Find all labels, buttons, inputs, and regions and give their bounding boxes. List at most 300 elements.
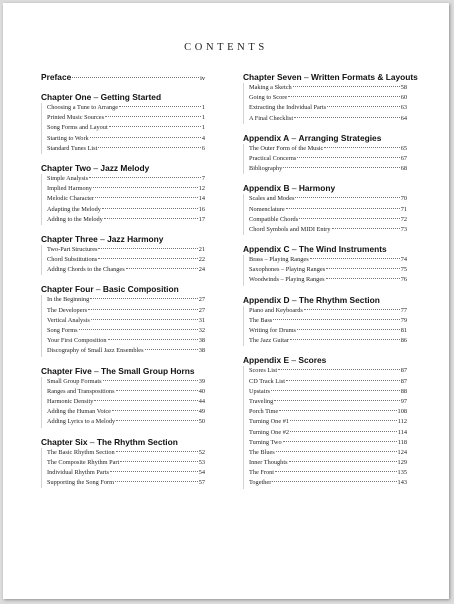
section-heading[interactable] bbox=[243, 244, 407, 255]
entry-title: The Front bbox=[249, 469, 275, 477]
entry-page-number: 1 bbox=[201, 104, 205, 111]
entry-page-number: 87 bbox=[400, 367, 407, 375]
leader-dots bbox=[283, 167, 399, 168]
entry-page-number: 1 bbox=[201, 114, 205, 122]
section-dash: – bbox=[91, 162, 101, 173]
leader-dots bbox=[115, 481, 198, 482]
entry-title: The Composite Rhythm Part bbox=[47, 458, 120, 466]
section-heading[interactable] bbox=[243, 295, 407, 306]
entry-title: Saxophones – Playing Ranges bbox=[249, 266, 326, 274]
toc-entry[interactable] bbox=[42, 387, 205, 397]
toc-section bbox=[243, 133, 407, 175]
entry-title: The Basic Rhythm Section bbox=[47, 448, 115, 456]
entry-page-number: 77 bbox=[400, 306, 407, 314]
entry-title: Turning One #1 bbox=[249, 418, 290, 426]
leader-dots bbox=[104, 218, 198, 219]
toc-entry[interactable] bbox=[244, 154, 407, 164]
section-dash: – bbox=[289, 132, 299, 143]
spacer bbox=[243, 174, 407, 183]
leader-dots bbox=[290, 420, 397, 421]
toc-entry[interactable] bbox=[244, 377, 407, 387]
entry-title: Scales and Modes bbox=[249, 195, 295, 203]
entry-title: Small Group Formats bbox=[47, 377, 102, 385]
spacer bbox=[243, 346, 407, 355]
toc-entry[interactable] bbox=[42, 103, 205, 113]
section-dash: – bbox=[289, 294, 299, 305]
leader-dots bbox=[102, 208, 198, 209]
toc-entry[interactable] bbox=[244, 468, 407, 478]
entry-page-number: 65 bbox=[400, 144, 407, 152]
entry-title: Traveling bbox=[249, 397, 274, 405]
section-number: Appendix E bbox=[243, 355, 290, 366]
entry-title: Standard Tunes List bbox=[47, 144, 98, 152]
leader-dots bbox=[88, 309, 198, 310]
entry-title: Practical Concerns bbox=[249, 154, 297, 162]
leader-dots bbox=[79, 329, 198, 330]
toc-entry[interactable] bbox=[42, 123, 205, 133]
toc-entry[interactable] bbox=[42, 265, 205, 275]
toc-entry[interactable] bbox=[244, 306, 407, 316]
section-name: The Wind Instruments bbox=[298, 244, 387, 255]
preface-entry[interactable] bbox=[41, 72, 205, 83]
entry-title: Adding the Human Voice bbox=[47, 408, 111, 416]
toc-right-column bbox=[243, 72, 418, 489]
section-heading[interactable] bbox=[41, 284, 205, 295]
toc-entry[interactable] bbox=[42, 134, 205, 144]
toc-entry[interactable] bbox=[244, 316, 407, 326]
toc-section bbox=[243, 183, 407, 235]
section-name: Getting Started bbox=[100, 92, 162, 102]
entry-page-number: 17 bbox=[198, 215, 205, 223]
entry-page-number: 21 bbox=[198, 245, 205, 253]
entry-title: The Blues bbox=[249, 448, 275, 456]
section-number: Chapter Four bbox=[41, 284, 94, 295]
entry-list bbox=[41, 103, 205, 154]
entry-page-number: 135 bbox=[397, 469, 407, 477]
entry-page-number: 31 bbox=[198, 316, 205, 324]
toc-entry[interactable] bbox=[42, 458, 205, 468]
spacer bbox=[243, 235, 407, 244]
toc-entry[interactable] bbox=[42, 144, 205, 154]
entry-page-number: 76 bbox=[400, 276, 407, 284]
toc-entry[interactable] bbox=[42, 295, 205, 305]
leader-dots bbox=[116, 420, 197, 421]
section-dash: – bbox=[97, 233, 108, 244]
toc-entry[interactable] bbox=[42, 255, 205, 265]
section-number: Appendix C bbox=[243, 244, 290, 255]
toc-entry[interactable] bbox=[42, 306, 205, 316]
entry-title: Extracting the Individual Parts bbox=[249, 104, 327, 112]
entry-page-number: 49 bbox=[198, 408, 205, 416]
entry-page-number: 64 bbox=[400, 114, 407, 122]
entry-title: The Outer Form of the Music bbox=[249, 144, 324, 152]
entry-page-number: 60 bbox=[400, 94, 407, 102]
spacer bbox=[41, 357, 205, 366]
toc-entry[interactable] bbox=[244, 144, 407, 154]
leader-dots bbox=[273, 319, 399, 320]
toc-entry[interactable] bbox=[244, 336, 407, 346]
entry-page-number: 38 bbox=[198, 347, 205, 355]
section-number: Chapter Six bbox=[41, 436, 88, 447]
entry-page-number: 70 bbox=[400, 195, 407, 203]
entry-title: Bibliography bbox=[249, 165, 283, 173]
section-dash: – bbox=[91, 365, 102, 376]
leader-dots bbox=[110, 471, 198, 472]
toc-entry[interactable] bbox=[244, 366, 407, 376]
leader-dots bbox=[290, 339, 400, 340]
leader-dots bbox=[116, 390, 198, 391]
entry-page-number: 27 bbox=[198, 306, 205, 314]
entry-page-number: 14 bbox=[198, 195, 205, 203]
entry-page-number: 108 bbox=[397, 408, 407, 416]
section-heading[interactable] bbox=[243, 133, 407, 144]
toc-entry[interactable] bbox=[42, 478, 205, 488]
section-heading[interactable] bbox=[243, 183, 407, 194]
toc-entry[interactable] bbox=[42, 194, 205, 204]
contents-title: CONTENTS bbox=[184, 42, 268, 53]
entry-page-number: 68 bbox=[400, 165, 407, 173]
leader-dots bbox=[332, 228, 400, 229]
entry-page-number: 124 bbox=[397, 448, 407, 456]
leader-dots bbox=[120, 461, 197, 462]
toc-entry[interactable] bbox=[42, 205, 205, 215]
entry-list bbox=[41, 245, 205, 276]
preface-page: iv bbox=[200, 75, 205, 82]
leader-dots bbox=[276, 451, 397, 452]
leader-dots bbox=[295, 197, 399, 198]
leader-dots bbox=[278, 369, 400, 370]
entry-title: Making a Sketch bbox=[249, 84, 292, 91]
entry-list bbox=[41, 295, 205, 356]
section-name: Basic Composition bbox=[102, 284, 179, 295]
entry-page-number: 12 bbox=[198, 185, 205, 193]
toc-section bbox=[243, 244, 407, 286]
leader-dots bbox=[297, 329, 400, 330]
entry-title: Piano and Keyboards bbox=[249, 306, 303, 314]
toc-entry[interactable] bbox=[42, 245, 205, 255]
leader-dots bbox=[293, 86, 400, 87]
leader-dots bbox=[299, 218, 400, 219]
entry-page-number: 16 bbox=[198, 205, 205, 213]
toc-entry[interactable] bbox=[244, 326, 407, 336]
entry-page-number: 114 bbox=[397, 428, 407, 436]
entry-page-number: 58 bbox=[400, 84, 407, 91]
entry-page-number: 52 bbox=[198, 448, 205, 456]
toc-entry[interactable] bbox=[244, 478, 407, 488]
toc-entry[interactable] bbox=[42, 184, 205, 194]
entry-title: Printed Music Sources bbox=[47, 114, 105, 122]
entry-page-number: 38 bbox=[198, 337, 205, 345]
entry-title: In the Beginning bbox=[47, 296, 90, 304]
entry-page-number: 40 bbox=[198, 387, 205, 395]
entry-page-number: 6 bbox=[201, 144, 205, 152]
entry-title: Turning Two bbox=[249, 438, 282, 446]
entry-page-number: 67 bbox=[400, 154, 407, 162]
leader-dots bbox=[98, 248, 197, 249]
leader-dots bbox=[90, 137, 201, 138]
leader-dots bbox=[294, 117, 400, 118]
entry-title: Nomenclature bbox=[249, 205, 285, 213]
spacer bbox=[243, 124, 407, 133]
leader-dots bbox=[279, 410, 396, 411]
entry-page-number: 71 bbox=[400, 205, 407, 213]
toc-entry[interactable] bbox=[244, 225, 407, 235]
entry-title: A Final Checklist bbox=[249, 114, 294, 122]
entry-page-number: 39 bbox=[198, 377, 205, 385]
entry-title: Woodwinds – Playing Ranges bbox=[249, 276, 325, 284]
toc-entry[interactable] bbox=[42, 346, 205, 356]
entry-list bbox=[243, 144, 407, 175]
leader-dots bbox=[105, 116, 201, 117]
entry-page-number: 81 bbox=[400, 327, 407, 334]
entry-title: Your First Composition bbox=[47, 337, 107, 345]
leader-dots bbox=[72, 77, 199, 78]
toc-entry[interactable] bbox=[244, 407, 407, 417]
entry-list bbox=[243, 306, 407, 347]
toc-entry[interactable] bbox=[42, 448, 205, 458]
toc-entry[interactable] bbox=[244, 164, 407, 174]
leader-dots bbox=[290, 431, 397, 432]
leader-dots bbox=[116, 451, 198, 452]
toc-entry[interactable] bbox=[244, 265, 407, 275]
entry-title: Two-Part Structures bbox=[47, 245, 98, 253]
spacer bbox=[243, 286, 407, 295]
entry-title: Together bbox=[249, 479, 272, 487]
toc-section bbox=[41, 234, 205, 276]
leader-dots bbox=[94, 400, 197, 401]
leader-dots bbox=[98, 147, 200, 148]
entry-page-number: 53 bbox=[198, 458, 205, 466]
section-number: Chapter One bbox=[41, 92, 92, 102]
toc-entry[interactable] bbox=[244, 458, 407, 468]
entry-title: Supporting the Song Form bbox=[47, 479, 114, 487]
section-number: Appendix A bbox=[243, 132, 290, 143]
entry-title: Vertical Analysis bbox=[47, 316, 90, 324]
entry-page-number: 4 bbox=[201, 134, 205, 142]
section-number: Chapter Five bbox=[41, 365, 92, 376]
entry-page-number: 118 bbox=[397, 438, 407, 446]
entry-title: Implied Harmony bbox=[47, 185, 92, 193]
leader-dots bbox=[326, 278, 400, 279]
toc-entry[interactable] bbox=[244, 255, 407, 265]
leader-dots bbox=[297, 157, 399, 158]
book-page bbox=[3, 3, 449, 599]
entry-title: Simple Analysis bbox=[47, 174, 89, 182]
toc-section bbox=[243, 355, 407, 488]
entry-page-number: 54 bbox=[198, 468, 205, 476]
leader-dots bbox=[108, 339, 198, 340]
toc-entry[interactable] bbox=[42, 316, 205, 326]
entry-list bbox=[41, 448, 205, 489]
section-heading[interactable] bbox=[243, 72, 418, 83]
entry-list bbox=[243, 194, 407, 235]
section-heading[interactable] bbox=[41, 437, 205, 448]
leader-dots bbox=[98, 258, 197, 259]
section-name: Jazz Melody bbox=[100, 162, 150, 173]
spacer bbox=[41, 225, 205, 234]
entry-page-number: 7 bbox=[201, 174, 205, 182]
toc-entry[interactable] bbox=[42, 113, 205, 123]
toc-entry[interactable] bbox=[42, 377, 205, 387]
entry-list bbox=[41, 377, 205, 428]
leader-dots bbox=[271, 390, 400, 391]
spacer bbox=[41, 154, 205, 163]
section-name: Jazz Harmony bbox=[107, 233, 164, 244]
toc-section bbox=[243, 295, 407, 347]
toc-entry[interactable] bbox=[244, 93, 407, 103]
entry-page-number: 63 bbox=[400, 104, 407, 112]
entry-title: Individual Rhythm Parts bbox=[47, 468, 109, 476]
leader-dots bbox=[286, 208, 400, 209]
section-dash: – bbox=[289, 244, 299, 255]
section-dash: – bbox=[289, 183, 299, 194]
entry-title: Starting to Work bbox=[47, 134, 89, 142]
section-name: Arranging Strategies bbox=[298, 132, 382, 143]
entry-page-number: 72 bbox=[400, 215, 407, 223]
section-dash: – bbox=[93, 284, 103, 295]
section-heading[interactable] bbox=[41, 234, 205, 245]
section-number: Chapter Two bbox=[41, 162, 92, 173]
leader-dots bbox=[288, 96, 400, 97]
entry-title: Discography of Small Jazz Ensembles bbox=[47, 347, 144, 355]
section-number: Chapter Seven bbox=[243, 72, 302, 82]
entry-page-number: 73 bbox=[400, 225, 407, 233]
leader-dots bbox=[126, 268, 198, 269]
section-number: Chapter Three bbox=[41, 233, 98, 244]
section-dash: – bbox=[301, 72, 311, 82]
toc-entry[interactable] bbox=[244, 114, 407, 124]
toc-entry[interactable] bbox=[244, 205, 407, 215]
entry-title: Song Forms bbox=[47, 327, 78, 334]
leader-dots bbox=[272, 481, 396, 482]
entry-page-number: 32 bbox=[198, 327, 205, 334]
leader-dots bbox=[326, 268, 400, 269]
toc-entry[interactable] bbox=[244, 103, 407, 113]
toc-entry[interactable] bbox=[42, 407, 205, 417]
entry-title: Melodic Character bbox=[47, 195, 95, 203]
toc-entry[interactable] bbox=[244, 397, 407, 407]
toc-section bbox=[41, 366, 205, 428]
toc-entry[interactable] bbox=[42, 215, 205, 225]
leader-dots bbox=[109, 126, 201, 127]
entry-title: Turning One #2 bbox=[249, 428, 290, 436]
entry-title: Adding to the Melody bbox=[47, 215, 103, 223]
entry-page-number: 86 bbox=[400, 337, 407, 345]
leader-dots bbox=[327, 106, 400, 107]
entry-title: Chord Symbols and MIDI Entry bbox=[249, 225, 331, 233]
entry-title: CD Track List bbox=[249, 377, 286, 385]
section-name: Written Formats & Layouts bbox=[310, 72, 418, 82]
entry-list bbox=[41, 174, 205, 225]
entry-page-number: 79 bbox=[400, 316, 407, 324]
leader-dots bbox=[91, 319, 198, 320]
entry-title: The Jazz Guitar bbox=[249, 337, 289, 345]
section-number: Appendix D bbox=[243, 294, 290, 305]
entry-title: Harmonic Density bbox=[47, 397, 94, 405]
toc-entry[interactable] bbox=[42, 336, 205, 346]
section-name: The Rhythm Section bbox=[298, 294, 380, 305]
section-dash: – bbox=[87, 436, 97, 447]
toc-entry[interactable] bbox=[244, 428, 407, 438]
leader-dots bbox=[310, 258, 400, 259]
entry-title: Writing for Drums bbox=[249, 327, 296, 334]
toc-section bbox=[41, 163, 205, 225]
entry-page-number: 143 bbox=[397, 479, 407, 487]
entry-page-number: 87 bbox=[400, 377, 407, 385]
leader-dots bbox=[112, 410, 198, 411]
section-name: Scores bbox=[298, 355, 327, 366]
section-heading[interactable] bbox=[243, 355, 407, 366]
toc-section bbox=[41, 284, 205, 356]
entry-title: Adapting the Melody bbox=[47, 205, 101, 213]
section-number: Appendix B bbox=[243, 183, 290, 194]
leader-dots bbox=[95, 197, 198, 198]
toc-entry[interactable] bbox=[244, 417, 407, 427]
section-heading[interactable] bbox=[41, 366, 205, 377]
toc-entry[interactable] bbox=[244, 448, 407, 458]
entry-title: Porch Time bbox=[249, 408, 279, 416]
entry-page-number: 75 bbox=[400, 266, 407, 274]
leader-dots bbox=[90, 298, 197, 299]
entry-title: Inner Thoughts bbox=[249, 459, 288, 467]
leader-dots bbox=[103, 380, 198, 381]
toc-entry[interactable] bbox=[42, 174, 205, 184]
entry-page-number: 57 bbox=[198, 479, 205, 487]
toc-entry[interactable] bbox=[42, 326, 205, 336]
entry-page-number: 44 bbox=[198, 397, 205, 405]
section-name: Harmony bbox=[298, 183, 336, 194]
entry-page-number: 74 bbox=[400, 256, 407, 264]
toc-entry[interactable] bbox=[244, 215, 407, 225]
entry-list bbox=[243, 83, 407, 124]
spacer bbox=[41, 275, 205, 284]
toc-entry[interactable] bbox=[244, 387, 407, 397]
entry-page-number: 129 bbox=[397, 459, 407, 467]
leader-dots bbox=[274, 400, 399, 401]
section-name: The Small Group Horns bbox=[101, 365, 195, 376]
section-heading[interactable] bbox=[41, 163, 205, 174]
toc-entry[interactable] bbox=[244, 438, 407, 448]
leader-dots bbox=[324, 147, 399, 148]
section-heading[interactable] bbox=[41, 92, 205, 103]
preface-label: Preface bbox=[41, 72, 72, 82]
spacer bbox=[41, 428, 205, 437]
entry-title: Chord Substitutions bbox=[47, 256, 98, 264]
toc-entry[interactable] bbox=[244, 83, 407, 93]
entry-page-number: 97 bbox=[400, 397, 407, 405]
leader-dots bbox=[145, 349, 198, 350]
toc-entry[interactable] bbox=[42, 468, 205, 478]
leader-dots bbox=[283, 441, 397, 442]
entry-title: Adding Chords to the Changes bbox=[47, 266, 125, 274]
entry-page-number: 1 bbox=[201, 124, 205, 132]
entry-title: Brass – Playing Ranges bbox=[249, 256, 309, 264]
toc-entry[interactable] bbox=[244, 275, 407, 285]
entry-page-number: 112 bbox=[397, 418, 407, 426]
entry-title: Scores List bbox=[249, 367, 278, 375]
entry-title: Song Forms and Layout bbox=[47, 124, 108, 132]
entry-title: The Developers bbox=[47, 306, 88, 314]
toc-entry[interactable] bbox=[244, 194, 407, 204]
entry-page-number: 50 bbox=[198, 418, 205, 426]
toc-left-column bbox=[41, 72, 205, 488]
entry-list bbox=[243, 255, 407, 286]
section-dash: – bbox=[91, 92, 101, 102]
entry-page-number: 88 bbox=[400, 387, 407, 395]
leader-dots bbox=[286, 380, 400, 381]
toc-entry[interactable] bbox=[42, 397, 205, 407]
toc-entry[interactable] bbox=[42, 417, 205, 427]
